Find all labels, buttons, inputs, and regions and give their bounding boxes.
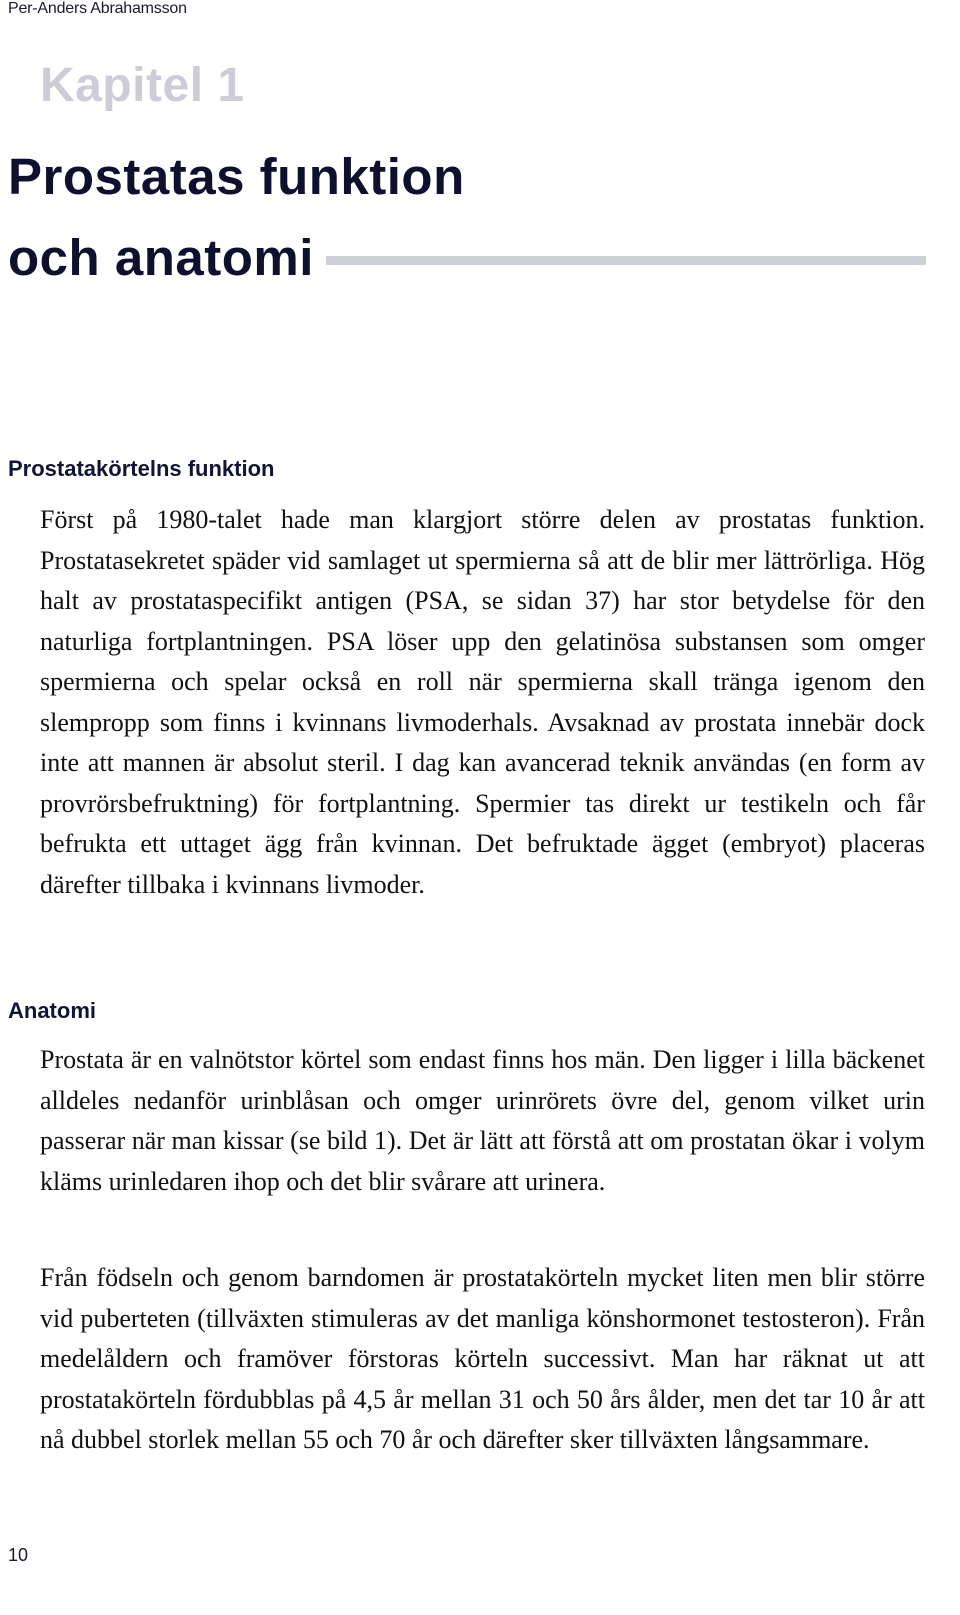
chapter-title-line-2: och anatomi — [8, 229, 314, 286]
chapter-title-line-1: Prostatas funktion — [8, 148, 465, 205]
chapter-label: Kapitel 1 — [40, 59, 245, 112]
author-name: Per-Anders Abrahamsson — [8, 0, 187, 17]
section-heading-anatomi: Anatomi — [8, 998, 96, 1023]
section-heading-funktion: Prostatakörtelns funktion — [8, 456, 275, 481]
paragraph-anatomi-1: Prostata är en valnötstor körtel som endast finns hos män. Den ligger i lilla bäckenet alldeles nedanför urinblåsan och omger urinrörets övre del, genom vilket urin passerar när man kissar (se bild 1). Det är lätt att förstå att om prostatan ökar i volym kläms urinledaren ihop och det blir svårare att urinera. — [40, 1045, 925, 1196]
chapter-title — [8, 136, 465, 298]
paragraph-funktion: Först på 1980-talet hade man klargjort större delen av prostatas funktion. Prostatasekretet späder vid samlaget ut spermierna så att de blir mer lättrörliga. Hög halt av prostataspecifikt antigen (PSA, se sidan 37) har stor betydelse för den naturliga fortplantningen. PSA löser upp den gelatinösa substansen som omger spermierna och spelar också en roll när spermierna skall tränga igenom den slempropp som finns i kvinnans livmoderhals. Avsaknad av prostata innebär dock inte att mannen är absolut steril. I dag kan avancerad teknik användas (en form av provrörsbefruktning) för fortplantning. Spermier tas direkt ur testikeln och får befrukta ett uttaget ägg från kvinnan. Det befruktade ägget (embryot) placeras därefter tillbaka i kvinnans livmoder. — [40, 505, 925, 899]
title-rule-divider — [326, 256, 926, 265]
page-number: 10 — [8, 1545, 29, 1565]
paragraph-anatomi-2: Från födseln och genom barndomen är prostatakörteln mycket liten men blir större vid puberteten (tillväxten stimuleras av det manliga könshormonet testosteron). Från medelåldern och framöver förstoras körteln successivt. Man har räknat ut att prostatakörteln fördubblas på 4,5 år mellan 31 och 50 års ålder, men det tar 10 år att nå dubbel storlek mellan 55 och 70 år och därefter sker tillväxten långsammare. — [40, 1263, 925, 1454]
